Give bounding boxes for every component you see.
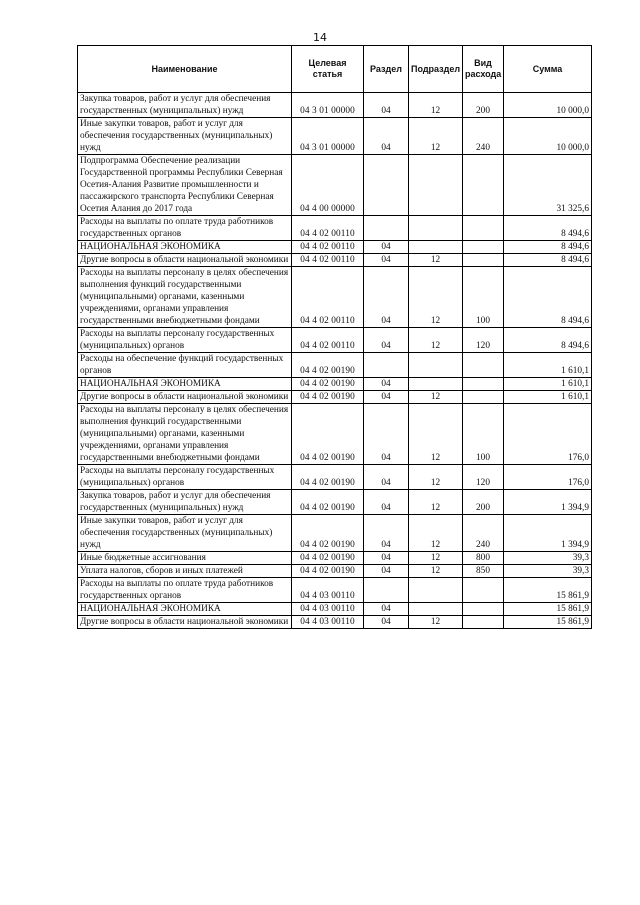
cell-name: Закупка товаров, работ и услуг для обеспечения государственных (муниципальных) нужд xyxy=(78,93,292,118)
table-row xyxy=(78,465,592,490)
cell-section xyxy=(364,578,409,603)
cell-section xyxy=(364,155,409,216)
cell-subsection xyxy=(409,378,463,391)
cell-sum: 1 394,9 xyxy=(504,490,592,515)
cell-sum: 1 610,1 xyxy=(504,378,592,391)
cell-expense-type xyxy=(463,216,504,241)
cell-target-code: 04 4 02 00190 xyxy=(292,552,364,565)
cell-target-code: 04 4 02 00190 xyxy=(292,404,364,465)
cell-subsection: 12 xyxy=(409,254,463,267)
budget-table xyxy=(77,45,592,629)
cell-name: НАЦИОНАЛЬНАЯ ЭКОНОМИКА xyxy=(78,378,292,391)
table-row xyxy=(78,565,592,578)
cell-subsection: 12 xyxy=(409,515,463,552)
column-header-subsection: Подраздел xyxy=(409,46,463,93)
cell-target-code: 04 4 02 00190 xyxy=(292,378,364,391)
cell-name: НАЦИОНАЛЬНАЯ ЭКОНОМИКА xyxy=(78,603,292,616)
cell-sum: 39,3 xyxy=(504,565,592,578)
cell-expense-type xyxy=(463,155,504,216)
table-row xyxy=(78,490,592,515)
cell-sum: 1 610,1 xyxy=(504,391,592,404)
cell-subsection: 12 xyxy=(409,552,463,565)
table-row xyxy=(78,353,592,378)
cell-name: Другие вопросы в области национальной экономики xyxy=(78,391,292,404)
cell-target-code: 04 4 03 00110 xyxy=(292,578,364,603)
cell-section xyxy=(364,353,409,378)
cell-sum: 176,0 xyxy=(504,465,592,490)
cell-target-code: 04 4 02 00190 xyxy=(292,353,364,378)
cell-name: Расходы на выплаты персоналу государственных (муниципальных) органов xyxy=(78,328,292,353)
cell-sum: 176,0 xyxy=(504,404,592,465)
cell-subsection: 12 xyxy=(409,93,463,118)
cell-name: Иные закупки товаров, работ и услуг для обеспечения государственных (муниципальных) нужд xyxy=(78,118,292,155)
cell-target-code: 04 4 02 00110 xyxy=(292,216,364,241)
cell-sum: 31 325,6 xyxy=(504,155,592,216)
cell-target-code: 04 4 02 00190 xyxy=(292,515,364,552)
cell-expense-type: 200 xyxy=(463,93,504,118)
cell-subsection xyxy=(409,353,463,378)
cell-name: Другие вопросы в области национальной экономики xyxy=(78,616,292,629)
cell-subsection xyxy=(409,578,463,603)
cell-expense-type xyxy=(463,578,504,603)
cell-expense-type xyxy=(463,254,504,267)
cell-name: Расходы на выплаты персоналу государственных (муниципальных) органов xyxy=(78,465,292,490)
cell-expense-type: 120 xyxy=(463,465,504,490)
table-row xyxy=(78,155,592,216)
table-row xyxy=(78,603,592,616)
cell-section: 04 xyxy=(364,515,409,552)
cell-name: Закупка товаров, работ и услуг для обеспечения государственных (муниципальных) нужд xyxy=(78,490,292,515)
table-row xyxy=(78,241,592,254)
cell-name: Расходы на выплаты по оплате труда работников государственных органов xyxy=(78,578,292,603)
cell-subsection: 12 xyxy=(409,391,463,404)
cell-section xyxy=(364,216,409,241)
cell-target-code: 04 4 02 00190 xyxy=(292,465,364,490)
table-row xyxy=(78,578,592,603)
cell-expense-type xyxy=(463,241,504,254)
cell-expense-type: 100 xyxy=(463,267,504,328)
table-row xyxy=(78,378,592,391)
cell-section: 04 xyxy=(364,241,409,254)
cell-name: Иные закупки товаров, работ и услуг для обеспечения государственных (муниципальных) нужд xyxy=(78,515,292,552)
table-row xyxy=(78,254,592,267)
cell-name: Расходы на выплаты по оплате труда работников государственных органов xyxy=(78,216,292,241)
cell-name: Уплата налогов, сборов и иных платежей xyxy=(78,565,292,578)
cell-sum: 8 494,6 xyxy=(504,267,592,328)
cell-expense-type: 240 xyxy=(463,118,504,155)
cell-sum: 8 494,6 xyxy=(504,241,592,254)
cell-subsection: 12 xyxy=(409,616,463,629)
cell-target-code: 04 3 01 00000 xyxy=(292,118,364,155)
cell-section: 04 xyxy=(364,378,409,391)
cell-subsection: 12 xyxy=(409,404,463,465)
cell-section: 04 xyxy=(364,404,409,465)
cell-sum: 10 000,0 xyxy=(504,93,592,118)
cell-expense-type: 850 xyxy=(463,565,504,578)
table-body xyxy=(78,93,592,629)
cell-name: Расходы на выплаты персоналу в целях обеспечения выполнения функций государственными (муниципальными) органами, казенными учреждениями, органами управления государственными внебюджетными фондами xyxy=(78,404,292,465)
cell-expense-type xyxy=(463,353,504,378)
cell-sum: 10 000,0 xyxy=(504,118,592,155)
cell-section: 04 xyxy=(364,552,409,565)
cell-expense-type xyxy=(463,616,504,629)
cell-target-code: 04 3 01 00000 xyxy=(292,93,364,118)
cell-target-code: 04 4 02 00110 xyxy=(292,241,364,254)
cell-subsection: 12 xyxy=(409,565,463,578)
cell-subsection: 12 xyxy=(409,328,463,353)
cell-name: Другие вопросы в области национальной экономики xyxy=(78,254,292,267)
table-row xyxy=(78,328,592,353)
table-row xyxy=(78,404,592,465)
table-row xyxy=(78,552,592,565)
table-row xyxy=(78,267,592,328)
table-row xyxy=(78,118,592,155)
column-header-name: Наименование xyxy=(78,46,292,93)
table-row xyxy=(78,515,592,552)
cell-expense-type xyxy=(463,378,504,391)
cell-expense-type: 240 xyxy=(463,515,504,552)
cell-sum: 15 861,9 xyxy=(504,603,592,616)
cell-sum: 8 494,6 xyxy=(504,216,592,241)
table-row xyxy=(78,391,592,404)
cell-sum: 1 610,1 xyxy=(504,353,592,378)
cell-sum: 1 394,9 xyxy=(504,515,592,552)
column-header-section: Раздел xyxy=(364,46,409,93)
cell-target-code: 04 4 02 00190 xyxy=(292,490,364,515)
cell-name: Расходы на обеспечение функций государственных органов xyxy=(78,353,292,378)
cell-name: Иные бюджетные ассигнования xyxy=(78,552,292,565)
cell-target-code: 04 4 00 00000 xyxy=(292,155,364,216)
cell-subsection xyxy=(409,603,463,616)
cell-subsection: 12 xyxy=(409,267,463,328)
cell-section: 04 xyxy=(364,465,409,490)
cell-section: 04 xyxy=(364,328,409,353)
cell-section: 04 xyxy=(364,254,409,267)
cell-target-code: 04 4 02 00190 xyxy=(292,565,364,578)
column-header-expense-type: Вид расхода xyxy=(463,46,504,93)
column-header-sum: Сумма xyxy=(504,46,592,93)
cell-target-code: 04 4 02 00110 xyxy=(292,254,364,267)
cell-name: НАЦИОНАЛЬНАЯ ЭКОНОМИКА xyxy=(78,241,292,254)
table-row xyxy=(78,216,592,241)
table-row xyxy=(78,616,592,629)
cell-section: 04 xyxy=(364,603,409,616)
cell-name: Расходы на выплаты персоналу в целях обеспечения выполнения функций государственными (муниципальными) органами, казенными учреждениями, органами управления государственными внебюджетными фондами xyxy=(78,267,292,328)
cell-expense-type: 200 xyxy=(463,490,504,515)
cell-expense-type xyxy=(463,603,504,616)
cell-target-code: 04 4 03 00110 xyxy=(292,616,364,629)
column-header-target: Целевая статья xyxy=(292,46,364,93)
cell-sum: 15 861,9 xyxy=(504,616,592,629)
cell-sum: 8 494,6 xyxy=(504,254,592,267)
cell-subsection xyxy=(409,216,463,241)
cell-section: 04 xyxy=(364,391,409,404)
cell-sum: 8 494,6 xyxy=(504,328,592,353)
cell-target-code: 04 4 02 00190 xyxy=(292,391,364,404)
cell-subsection xyxy=(409,241,463,254)
cell-expense-type: 120 xyxy=(463,328,504,353)
cell-subsection: 12 xyxy=(409,465,463,490)
table-header-row xyxy=(78,46,592,93)
cell-section: 04 xyxy=(364,616,409,629)
cell-target-code: 04 4 03 00110 xyxy=(292,603,364,616)
cell-expense-type xyxy=(463,391,504,404)
cell-subsection: 12 xyxy=(409,490,463,515)
cell-subsection: 12 xyxy=(409,118,463,155)
cell-subsection xyxy=(409,155,463,216)
cell-section: 04 xyxy=(364,490,409,515)
cell-name: Подпрограмма Обеспечение реализации Государственной программы Республики Северная Осетия-Алания Развитие промышленности и пассажирского транспорта Республики Северная Осетия Алания до 2017 года xyxy=(78,155,292,216)
cell-section: 04 xyxy=(364,93,409,118)
cell-section: 04 xyxy=(364,118,409,155)
cell-target-code: 04 4 02 00110 xyxy=(292,267,364,328)
table-row xyxy=(78,93,592,118)
cell-expense-type: 100 xyxy=(463,404,504,465)
cell-sum: 39,3 xyxy=(504,552,592,565)
cell-sum: 15 861,9 xyxy=(504,578,592,603)
cell-expense-type: 800 xyxy=(463,552,504,565)
page-number: 14 xyxy=(313,31,327,44)
cell-target-code: 04 4 02 00110 xyxy=(292,328,364,353)
cell-section: 04 xyxy=(364,565,409,578)
cell-section: 04 xyxy=(364,267,409,328)
